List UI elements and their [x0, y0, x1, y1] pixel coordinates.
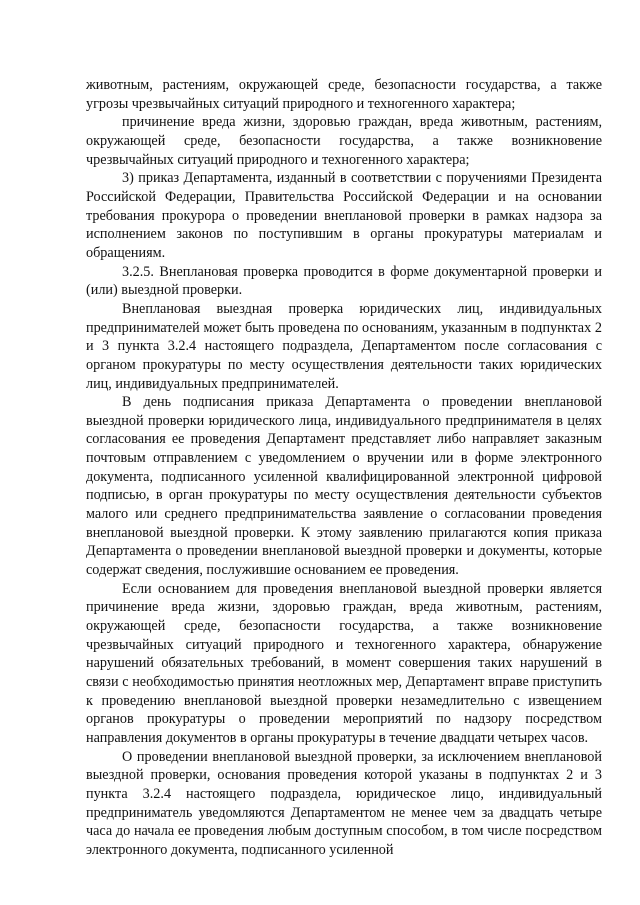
paragraph-unscheduled-field-inspection: Внеплановая выездная проверка юридических лиц, индивидуальных предпринимателей может быть проведена по основаниям, указанным в подпунктах 2 и 3 пункта 3.2.4 настоящего подраздела, Департаментом после согласования с органом прокуратуры по месту осуществления деятельности таких юридических лиц, индивидуальных предпринимателей. [86, 300, 602, 392]
paragraph-department-order: 3) приказ Департамента, изданный в соответствии с поручениями Президента Российской Федерации, Правительства Российской Федерации и на основании требования прокурора о проведении внеплановой проверки в рамках надзора за исполнением законов по поступившим в органы прокуратуры материалам и обращениям. [86, 170, 602, 261]
paragraph-harm-caused: причинение вреда жизни, здоровью граждан, вреда животным, растениям, окружающей среде, безопасности государства, а также возникновение чрезвычайных ситуаций природного и техногенного характера; [86, 114, 602, 168]
paragraph-urgent-measures: Если основанием для проведения внеплановой выездной проверки является причинение вреда жизни, здоровью граждан, вреда животным, растениям, окружающей среде, безопасности государства, а также возникновение чрезвычайных ситуаций природного и техногенного характера, обнаружение нарушений обязательных требований, в момент совершения таких нарушений в связи с необходимостью принятия неотложных мер, Департамент вправе приступить к проведению внеплановой выездной проверки незамедлительно с извещением органов прокуратуры о проведении мероприятий по надзору посредством направления документов в органы прокуратуры в течение двадцати четырех часов. [86, 580, 602, 746]
paragraph-signing-day: В день подписания приказа Департамента о проведении внеплановой выездной проверки юридического лица, индивидуального предпринимателя в целях согласования ее проведения Департамент представляет либо направляет заказным почтовым отправлением с уведомлением о вручении или в форме электронного документа, подписанного усиленной квалифицированной электронной цифровой подписью, в орган прокуратуры по месту осуществления деятельности субъектов малого или среднего предпринимательства заявление о согласовании проведения внеплановой выездной проверки. К этому заявлению прилагаются копия приказа Департамента о проведении внеплановой выездной проверки и документы, которые содержат сведения, послужившие основанием ее проведения. [86, 394, 602, 579]
document-body [86, 76, 602, 860]
paragraph-continuation-threats: животным, растениям, окружающей среде, безопасности государства, а также угрозы чрезвычайных ситуаций природного и техногенного характера; [86, 77, 602, 112]
paragraph-section-3-2-5: 3.2.5. Внеплановая проверка проводится в форме документарной проверки и (или) выездной проверки. [86, 263, 602, 299]
paragraph-notification: О проведении внеплановой выездной проверки, за исключением внеплановой выездной проверки, основания проведения которой указаны в подпунктах 2 и 3 пункта 3.2.4 настоящего подраздела, юридическое лицо, индивидуальный предприниматель уведомляются Департаментом не менее чем за двадцать четыре часа до начала ее проведения любым доступным способом, в том числе посредством электронного документа, подписанного усиленной [86, 748, 602, 858]
